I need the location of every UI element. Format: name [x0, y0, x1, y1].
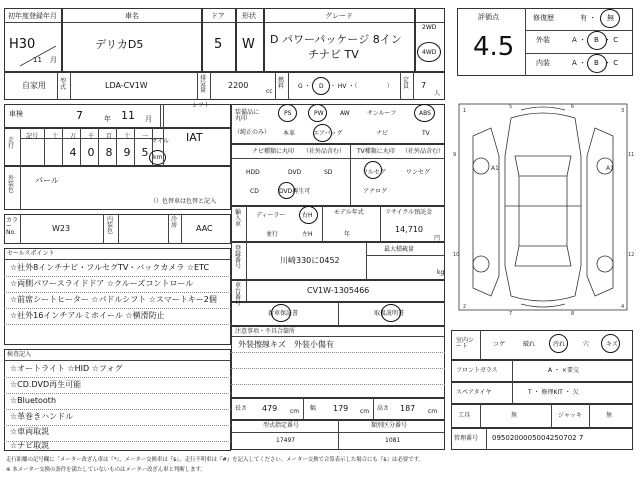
inspection-month: 11	[121, 109, 135, 122]
exterior-circle	[587, 31, 607, 50]
front-glass-value: A ・ ×要交	[548, 367, 579, 374]
seat-kizu: キズ	[606, 341, 618, 348]
equip-leather: 本革	[283, 130, 296, 137]
exterior-a: A ・	[572, 36, 587, 44]
width-value: 179	[333, 404, 349, 413]
digit-head-2: 万	[69, 133, 76, 140]
diagram-tick-7: 7	[509, 311, 513, 317]
car-diagram	[451, 96, 635, 318]
tv-oneseg: ワンセグ	[406, 169, 431, 176]
navi-dvd: DVD	[288, 169, 302, 176]
registration-value: 川崎330に0452	[280, 256, 340, 265]
spare-tire-value: T ・ 修理KIT ・ 欠	[528, 389, 579, 396]
fuel-circle	[312, 77, 330, 95]
diagram-tick-12: 12	[628, 252, 635, 258]
recycle-value: 14,710	[395, 225, 423, 234]
digit-head-4: 百	[105, 133, 112, 140]
chassis-value: CV1W-1305466	[307, 286, 370, 295]
inspection-month-unit: 月	[145, 115, 152, 123]
repair-selected: 無	[607, 14, 614, 22]
mileage-digit-4: 9	[123, 146, 131, 159]
recycle-unit: 円	[434, 235, 441, 242]
footer-line1: 走行距離の記号欄に「メーター改ざん車は『*』、メーター交換車は『$』、走行不明車は『#』を記入してください。メーター交換で合算表示した場合にも『$』は必要です。	[6, 457, 424, 463]
drive-4wd-circle	[417, 42, 441, 62]
width-unit: cm	[360, 408, 370, 415]
seat-yogore: 汚れ	[553, 341, 566, 348]
height-value: 187	[400, 404, 416, 413]
repair-label: 修復歴	[533, 14, 554, 22]
mile-label: マイル	[151, 138, 169, 145]
interior-seat-label: 室内シート	[456, 337, 475, 350]
tools-value: 無	[511, 412, 518, 419]
first-reg-month-suffix: 月	[50, 56, 57, 64]
grade-label: グレード	[325, 12, 353, 20]
model-year-label: モデル年式	[334, 209, 364, 216]
color-label: 外装色	[8, 175, 15, 194]
drive-box	[415, 8, 445, 72]
seat-yogore-circle	[549, 334, 568, 353]
interior-c: ・ C	[604, 59, 619, 67]
inspection-year: 7	[76, 109, 83, 122]
color-note: （）色替車は色替と記入	[150, 198, 217, 205]
tv-fullseg: フルセグ	[362, 169, 386, 176]
height-label: 高さ	[377, 405, 390, 412]
navi-dvd-play: DVD再生可	[279, 188, 311, 195]
equipment-title: 装備品に丸印	[235, 109, 260, 122]
inspection-label: 車検	[9, 110, 23, 118]
mgmt-label: 管理番号	[454, 435, 479, 442]
tv-fullseg-circle	[364, 161, 382, 179]
warranty-book-circle	[381, 304, 401, 322]
score-value: 4.5	[473, 32, 515, 62]
equip-aw: AW	[340, 110, 350, 117]
interior-selected: B	[594, 59, 599, 67]
model-code-label: 型式指定番号	[263, 422, 300, 429]
seat-koge: コゲ	[493, 341, 506, 348]
mileage-digit-2: 0	[87, 146, 95, 159]
score-label: 評価点	[478, 13, 499, 21]
class-label: 類別区分番号	[371, 422, 408, 429]
warranty-manual: 新車保証書	[268, 310, 299, 317]
warranty-book: 取扱説明書	[374, 310, 405, 317]
navi-hdd: HDD	[246, 169, 260, 176]
tv-note: （社外品含む）	[402, 148, 445, 155]
equip-abs-circle	[414, 104, 435, 122]
check-item-2: ☆CD.DVD再生可能	[10, 380, 82, 389]
exterior-label: 外装	[536, 36, 550, 44]
capacity-value: 7	[421, 81, 427, 90]
slash-divider	[18, 44, 58, 68]
check-item-5: ☆車両取説	[10, 427, 50, 436]
check-item-1: ☆オートライト ☆HID ☆フォグ	[10, 364, 123, 373]
equip-ps-circle	[278, 104, 297, 122]
navi-title: ナビ種類に丸印	[252, 148, 295, 155]
diagram-tick-3: 3	[621, 108, 625, 114]
navi-note: （社外品含む）	[303, 148, 346, 155]
color-code-value: W23	[52, 224, 71, 233]
spare-tire-label: スペアタイヤ	[456, 389, 492, 396]
mileage-unit-label: 記号	[25, 133, 38, 140]
inspection-year-unit: 年	[104, 115, 111, 123]
import-left: 左H	[302, 231, 313, 238]
equip-airbag-circle	[313, 124, 332, 142]
interior-label: 内装	[536, 59, 550, 67]
equipment-subtitle: （純正のみ）	[234, 129, 271, 136]
digit-head-5: 十	[123, 133, 130, 140]
color-value: パール	[35, 176, 59, 185]
digit-head-1: 十	[51, 133, 58, 140]
drive-4wd: 4WD	[422, 49, 437, 56]
navi-cd: CD	[250, 188, 259, 195]
sales-point-1: ☆社外8インチナビ・フルセグTV・バックカメラ ☆ETC	[10, 263, 210, 272]
jack-label: ジャッキ	[558, 412, 582, 419]
mgmt-value: 0950200005004250702 7	[492, 434, 584, 442]
length-label: 長さ	[235, 405, 248, 412]
import-label: 輸入車	[235, 209, 242, 228]
check-item-4: ☆革巻きハンドル	[10, 412, 74, 421]
shift-value: IAT	[186, 131, 203, 144]
fuel-label: 燃料	[278, 77, 285, 90]
equip-pw: PW	[314, 110, 324, 117]
diagram-label-a1-left: A1	[491, 165, 499, 172]
equip-tv: TV	[422, 130, 430, 137]
diagram-tick-6: 6	[571, 104, 575, 110]
type-label: 型式	[60, 78, 67, 91]
repair-circle	[600, 9, 620, 28]
tv-analog: アナログ	[363, 188, 388, 195]
exterior-selected: B	[594, 36, 599, 44]
fuel-hv: ・ HV ・（	[330, 83, 358, 90]
chassis-label: 車台番号	[235, 282, 242, 307]
repair-options: 有 ・	[580, 14, 597, 22]
front-glass-label: フロントガラス	[456, 367, 498, 374]
first-reg-label: 初年度登録年月	[8, 12, 57, 20]
class-value: 1081	[385, 437, 401, 444]
model-year-value: 年	[344, 231, 351, 238]
interior-a: A ・	[572, 59, 587, 67]
max-load-kg: kg	[437, 269, 445, 276]
type-value: LDA-CV1W	[105, 81, 148, 90]
displacement-cc: cc	[266, 88, 273, 95]
navi-dvd-play-circle	[278, 182, 295, 199]
displacement-label: 排気量	[200, 75, 207, 94]
equip-airbag: エアバッグ	[313, 130, 343, 137]
diagram-tick-4: 4	[621, 304, 625, 310]
capacity-label: 定員	[403, 77, 410, 90]
sales-title: セールスポイント	[7, 250, 55, 257]
max-load-label: 最大積載量	[384, 246, 415, 253]
equip-pw-circle	[308, 104, 327, 122]
check-item-6: ☆ナビ取説	[10, 441, 50, 450]
equip-ps: PS	[284, 110, 292, 117]
displacement-value: 2200	[228, 81, 249, 90]
diagram-tick-11: 11	[628, 152, 635, 158]
recycle-label: リサイクル預託金	[385, 209, 433, 216]
fuel-selected: D	[319, 83, 324, 90]
tools-label: 工具	[458, 412, 471, 419]
import-right: 右H	[302, 212, 313, 219]
equip-abs: ABS	[419, 110, 431, 117]
checks-title: 検査記入	[7, 351, 32, 358]
warranty-manual-circle	[271, 304, 291, 322]
shape-label: 形状	[242, 12, 256, 20]
fuel-close: ）	[387, 83, 394, 90]
interior-circle	[587, 54, 607, 73]
diagram-tick-9: 9	[453, 152, 457, 158]
seat-ana: 穴	[583, 341, 590, 348]
jack-value: 無	[606, 412, 613, 419]
diagram-tick-5: 5	[509, 104, 513, 110]
notes-text: 外装擦線キズ 外装小傷有	[238, 340, 334, 349]
import-dealer: ディーラー	[256, 212, 286, 219]
diagram-label-a1-right: A1	[606, 165, 614, 172]
fuel-g: G ・	[298, 83, 311, 90]
width-label: 幅	[310, 405, 317, 412]
navi-sd: SD	[324, 169, 333, 176]
first-reg-month: 11	[33, 56, 42, 64]
sales-point-2: ☆両側パワースライドドア ☆クルーズコントロール	[10, 279, 194, 288]
diagram-tick-8: 8	[571, 311, 575, 317]
mileage-digit-5: 5	[141, 146, 149, 159]
import-parallel: 並行	[266, 231, 279, 238]
length-value: 479	[262, 404, 278, 413]
digit-head-3: 千	[87, 133, 94, 140]
equip-sunroof: サンルーフ	[367, 110, 397, 117]
diagram-tick-1: 1	[463, 108, 467, 114]
drive-2wd: 2WD	[422, 24, 437, 31]
doors-value: 5	[214, 37, 223, 52]
cooler-label: 冷房	[171, 216, 178, 229]
cooler-value: AAC	[196, 224, 213, 233]
capacity-unit: 人	[434, 90, 441, 97]
sales-point-3: ☆前席シートヒーター ☆パドルシフト ☆スマートキー2個	[10, 295, 217, 304]
seat-kizu-circle	[601, 334, 620, 353]
model-code-value: 17497	[276, 437, 296, 444]
mileage-digit-1: 4	[69, 146, 77, 159]
sales-point-4: ☆社外16インチアルミホイール ☆横滑防止	[10, 311, 165, 320]
mileage-digit-3: 8	[105, 146, 113, 159]
grade-line1: D パワーパッケージ 8イン	[270, 33, 402, 46]
import-right-circle	[299, 206, 318, 224]
digit-head-6: 一	[141, 133, 148, 140]
grade-line2: チナビ TV	[308, 48, 359, 61]
shift-label: シフト	[192, 102, 211, 109]
footer-line2: ※ 本メーター交換の条件を満たしていないものはメーター改ざん車と判断します。	[6, 467, 206, 473]
km-label: km	[153, 154, 163, 161]
exterior-c: ・ C	[604, 36, 619, 44]
diagram-tick-10: 10	[453, 252, 460, 258]
height-unit: cm	[428, 408, 438, 415]
shape-value: W	[242, 37, 255, 52]
color-code-label: カラーNo.	[6, 217, 19, 236]
model-label: 車名	[125, 12, 139, 20]
diagram-tick-2: 2	[463, 304, 467, 310]
seat-yabure: 破れ	[523, 341, 536, 348]
usage-purpose: 自家用	[22, 81, 46, 90]
tv-title: TV種類に丸印	[357, 148, 395, 155]
equipment-box	[231, 104, 445, 144]
check-item-3: ☆Bluetooth	[10, 396, 57, 405]
first-reg-value: H30	[9, 37, 36, 52]
doors-label: ドア	[211, 12, 225, 20]
notes-title: 注意事項・不具合箇所	[235, 328, 296, 335]
length-unit: cm	[290, 408, 300, 415]
interior-color-label: 内装色	[107, 216, 114, 235]
registration-label: 登録番号	[235, 245, 242, 270]
model-value: デリカD5	[95, 38, 144, 51]
mileage-label: 走行	[8, 137, 15, 150]
equip-navi: ナビ	[376, 130, 389, 137]
